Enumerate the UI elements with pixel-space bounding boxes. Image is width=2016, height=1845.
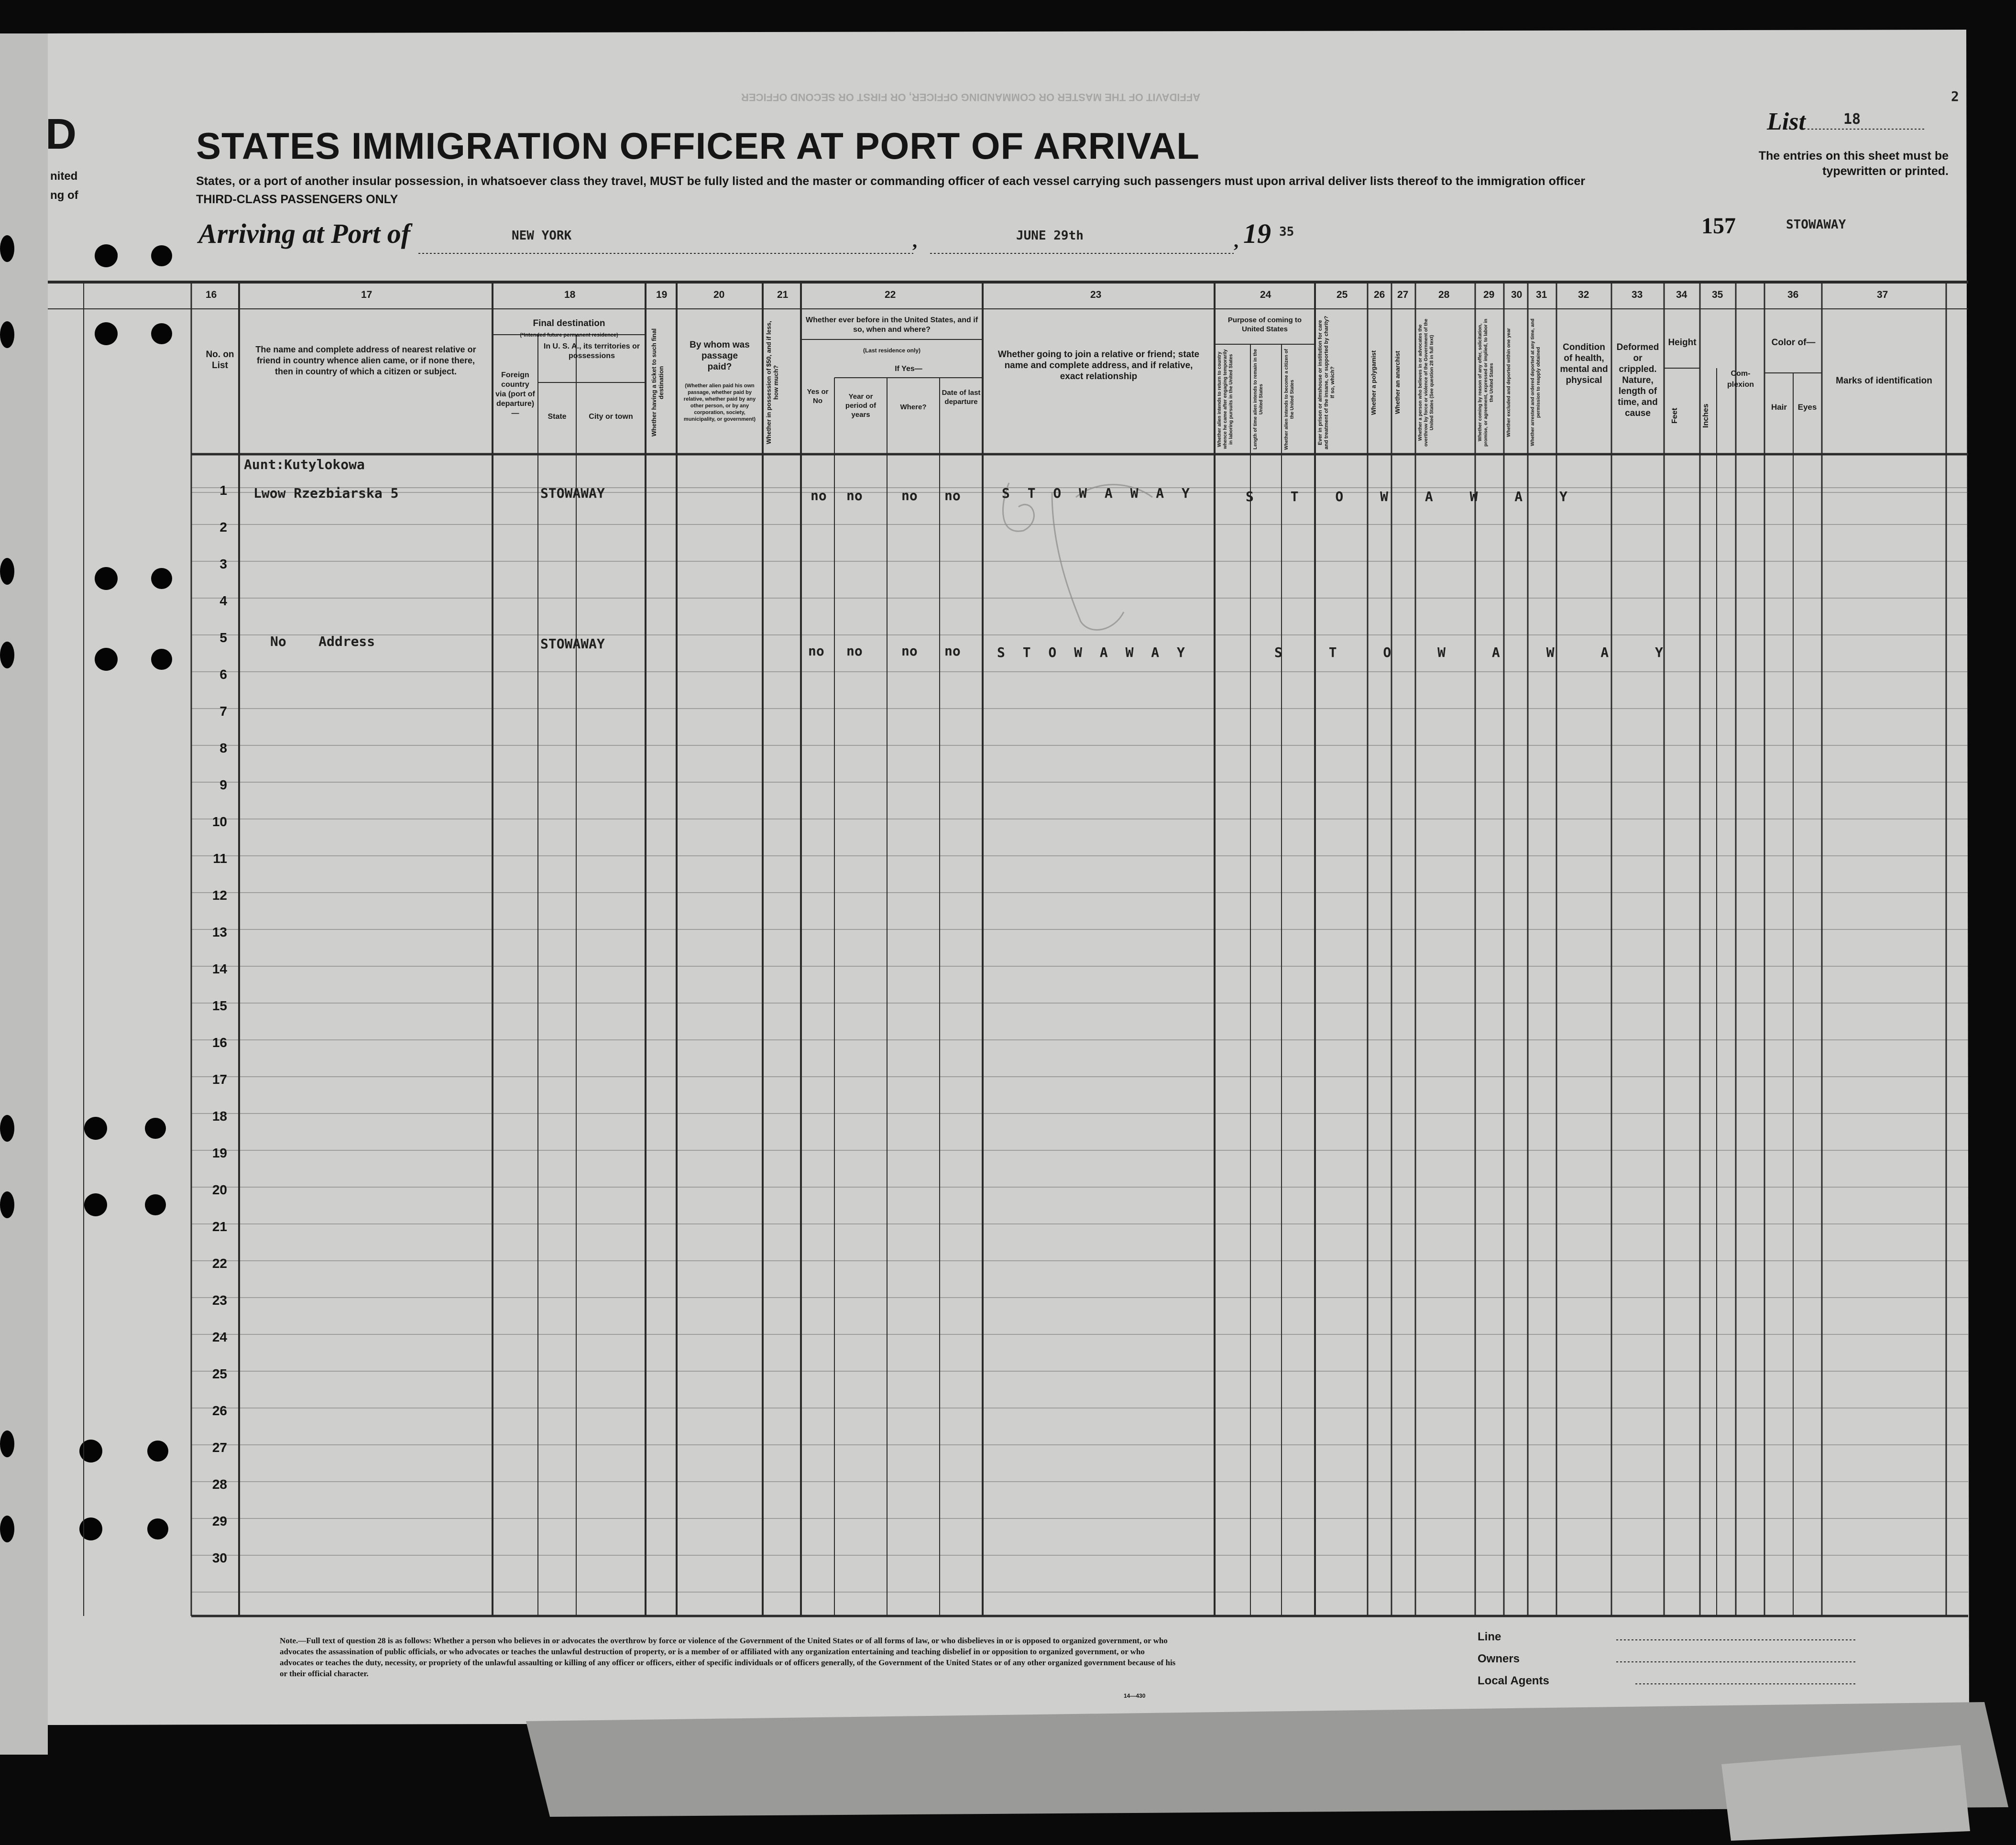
row-number: 8: [219, 741, 227, 755]
col-16-header: No. on List: [206, 349, 234, 371]
col-22-date: Date of last departure: [942, 389, 981, 406]
arriving-label: Arriving at Port of: [198, 218, 411, 249]
row-number: 26: [212, 1403, 227, 1418]
row-number: 9: [219, 777, 227, 792]
row-number: 25: [212, 1366, 227, 1381]
col-number-28: 28: [1438, 289, 1450, 300]
col-number-37: 37: [1877, 289, 1888, 300]
col-18-city: City or town: [589, 413, 633, 421]
row-number: 10: [212, 814, 227, 829]
col-34-inches: Inches: [1702, 404, 1710, 428]
col-24b-header: Length of time alien intends to remain in the United States: [1253, 349, 1264, 450]
row1-relative-name: Aunt:Kutylokowa: [244, 457, 365, 472]
row-number: 6: [219, 667, 227, 682]
col-19-header: Whether having a ticket to such final destination: [650, 328, 665, 437]
col-34-title: Height: [1668, 338, 1697, 348]
col-36-title: Color of—: [1771, 338, 1816, 348]
col-18-foreign: Foreign country via (port of departure)—: [495, 371, 535, 417]
row-number: 19: [212, 1146, 227, 1160]
col-27-header: Whether an anarchist: [1394, 350, 1401, 415]
col-22-yesno: Yes or No: [807, 388, 829, 405]
col-number-30: 30: [1511, 289, 1523, 300]
footer-agents-label: Local Agents: [1478, 1674, 1549, 1687]
col-31-header: Whether arrested and ordered deported at any time, and permission to reapply obtained: [1530, 318, 1541, 447]
row-number: 24: [212, 1330, 227, 1344]
subtitle-line-2: THIRD-CLASS PASSENGERS ONLY: [196, 193, 398, 206]
list-number: 18: [1843, 111, 1861, 128]
typewritten-instructions: The entries on this sheet must be typewritten or printed.: [1758, 149, 1949, 178]
col-24a-header: Whether alien intends to return to country whence he came after engaging temporarily in laboring pursuits in the United States: [1217, 349, 1234, 449]
col-number-29: 29: [1483, 289, 1495, 300]
col-number-33: 33: [1632, 289, 1643, 300]
col-29-header: Whether coming by reason of any offer, solicitation, promise, or agreement, expressed or implied, to labor in the United States: [1478, 318, 1494, 447]
row-number: 30: [212, 1550, 227, 1565]
col-37-header: Marks of identification: [1836, 376, 1932, 386]
row5-join: S T O W A W A Y: [997, 644, 1190, 660]
col-24-title: Purpose of coming to United States: [1227, 316, 1302, 333]
col-22-ifyes: If Yes—: [895, 365, 922, 373]
col-26-header: Whether a polygamist: [1370, 350, 1377, 415]
bleed-through-header: AFFIDAVIT OF THE MASTER OR COMMANDING OFFICER, OR FIRST OR SECOND OFFICER: [741, 91, 1201, 103]
col-number-26: 26: [1374, 289, 1385, 300]
col-18-state: State: [548, 413, 567, 421]
col-number-17: 17: [361, 289, 373, 300]
row1-purpose: S T O W A W A Y: [1246, 489, 1582, 504]
col-number-16: 16: [206, 289, 217, 300]
col-24c-header: Whether alien intends to become a citizen of the United States: [1284, 349, 1295, 450]
col-20-note: (Whether alien paid his own passage, whether paid by relative, whether paid by any other person, or by any corporation, society, municipality, or government): [683, 383, 756, 422]
col-number-21: 21: [777, 289, 789, 300]
year-prefix: 19: [1243, 218, 1271, 249]
row-number: 11: [213, 851, 227, 866]
row-number: 20: [212, 1182, 227, 1197]
row-number: 28: [212, 1477, 227, 1492]
col-number-22: 22: [885, 289, 896, 300]
page-title: STATES IMMIGRATION OFFICER AT PORT OF ARRIVAL: [196, 125, 1200, 167]
row-number: 3: [219, 557, 227, 571]
left-fragment-1: nited: [50, 170, 78, 183]
row-number: 4: [219, 593, 227, 608]
col-number-34: 34: [1676, 289, 1687, 300]
row5-yes-no: no: [808, 643, 824, 659]
col-18-usa: In U. S. A., its territories or possessions: [543, 342, 640, 360]
row1-year: no: [846, 488, 863, 503]
row-number: 17: [212, 1072, 227, 1087]
col-number-36: 36: [1787, 289, 1799, 300]
col-20-title: By whom was passage paid?: [690, 340, 750, 372]
row5-year: no: [846, 643, 863, 659]
col-34-feet: Feet: [1671, 408, 1679, 424]
col-number-20: 20: [713, 289, 725, 300]
col-32-header: Condition of health, mental and physical: [1560, 342, 1608, 385]
row-number: 23: [212, 1293, 227, 1308]
col-number-27: 27: [1397, 289, 1409, 300]
col-21-header: Whether in possession of $50, and if less, how much?: [765, 321, 779, 444]
col-35-header: Com-plexion: [1727, 370, 1754, 389]
col-22-year: Year or period of years: [845, 393, 877, 419]
row5-date: no: [944, 643, 961, 659]
row-number: 22: [212, 1256, 227, 1271]
row-number: 1: [219, 483, 227, 498]
row-number: 13: [212, 925, 227, 939]
footer-owners-label: Owners: [1478, 1652, 1520, 1665]
col-number-23: 23: [1090, 289, 1102, 300]
page-number: 157: [1701, 213, 1736, 239]
row5-state: STOWAWAY: [540, 636, 605, 652]
row-number: 12: [212, 888, 227, 903]
col-36-hair: Hair: [1771, 403, 1787, 412]
col-28-header: Whether a person who believes in or advocates the overthrow by force or violence of the Government of the United States (See question 28 in full text): [1418, 318, 1435, 447]
col-number-35: 35: [1712, 289, 1723, 300]
row-number: 7: [219, 704, 227, 719]
subtitle-line-1: States, or a port of another insular possession, in whatsoever class they travel, MUST be fully listed and the master or commanding officer of each vessel carrying such passengers must upon arrival deliver lists thereof to the immigration officer: [196, 175, 1585, 188]
form-number: 14—430: [1124, 1692, 1146, 1699]
row-number: 27: [212, 1440, 227, 1455]
left-fragment-d: D: [45, 110, 77, 158]
col-23-header: Whether going to join a relative or friend; state name and complete address, and if relative, exact relationship: [997, 349, 1200, 382]
col-number-18: 18: [564, 289, 576, 300]
col-number-31: 31: [1536, 289, 1547, 300]
row1-yes-no: no: [811, 488, 827, 503]
row-number: 2: [219, 520, 227, 535]
stowaway-label: STOWAWAY: [1786, 218, 1846, 232]
date-value: JUNE 29th: [1016, 229, 1084, 243]
col-22-title: Whether ever before in the United States, and if so, when and where?: [805, 316, 978, 334]
col-22-note: (Last residence only): [863, 347, 921, 354]
row1-join: S T O W A W A Y: [1002, 485, 1194, 501]
row5-relative: No Address: [270, 633, 375, 649]
col-22-where: Where?: [900, 403, 927, 411]
col-number-24: 24: [1260, 289, 1271, 300]
list-corner-mark: 2: [1951, 88, 1959, 104]
col-25-header: Ever in prison or almshouse or institution for care and treatment of the insane, or supported by charity? If so, which?: [1317, 316, 1336, 449]
footer-line-label: Line: [1478, 1630, 1501, 1643]
list-label: List: [1767, 108, 1806, 135]
comma-2: ,: [1234, 230, 1238, 251]
port-value: NEW YORK: [512, 229, 572, 243]
left-fragment-2: ng of: [50, 189, 78, 202]
row5-where: no: [901, 643, 918, 659]
col-30-header: Whether excluded and deported within one year: [1506, 328, 1512, 437]
col-33-header: Deformed or crippled. Nature, length of time, and cause: [1616, 342, 1659, 418]
col-18-note: (*Intended future permanent residence): [520, 332, 618, 338]
col-number-19: 19: [656, 289, 668, 300]
col-number-32: 32: [1578, 289, 1589, 300]
row-number: 16: [212, 1035, 227, 1050]
col-17-header: The name and complete address of nearest relative or friend in country whence alien came, or if none there, then in country of which a citizen or subject.: [255, 345, 476, 376]
row-number: 21: [212, 1219, 227, 1234]
col-18-title: Final destination: [533, 318, 605, 328]
row-number: 18: [212, 1109, 227, 1124]
row1-relative-address: Lwow Rzezbiarska 5: [253, 485, 399, 501]
year-suffix: 35: [1279, 225, 1294, 239]
row5-purpose: S T O W A W A Y: [1274, 644, 1682, 660]
row1-where: no: [901, 488, 918, 503]
row1-state: STOWAWAY: [540, 485, 605, 501]
row1-date: no: [944, 488, 961, 503]
row-number: 15: [212, 998, 227, 1013]
row-number: 29: [212, 1514, 227, 1528]
col-36-eyes: Eyes: [1797, 403, 1817, 412]
row-number: 14: [212, 961, 227, 976]
col-number-25: 25: [1337, 289, 1348, 300]
footer-note: Note.—Full text of question 28 is as follows: Whether a person who believes in or advocates the overthrow by force or violence of the Government of the United States or of all forms of law, or who disbelieves in or is opposed to organized government, or who advocates the assassination of public officials, or who advocates or teaches the unlawful destruction of property, or is a member of or affiliated with any organization entertaining and teaching disbelief in or opposition to organized government, or who advocates or teaches the duty, necessity, or propriety of the unlawful assaulting or killing of any officer or officers, either of specific individuals or of officers generally, of the Government of the United States or of any other organized government because of his or their official character.: [280, 1636, 1176, 1678]
row-number: 5: [219, 630, 227, 645]
comma-1: ,: [912, 230, 917, 251]
